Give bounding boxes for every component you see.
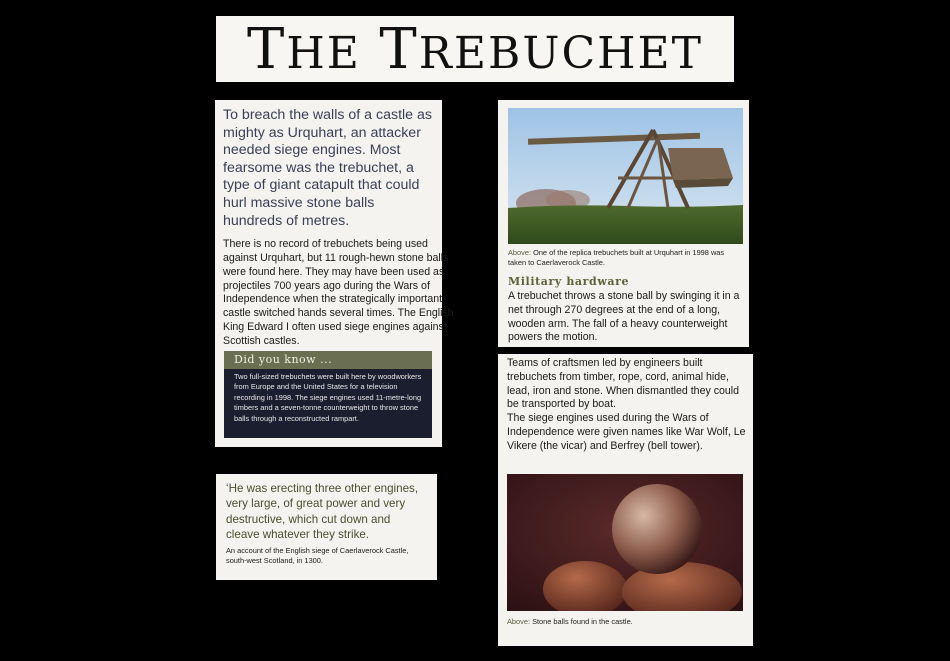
quote-panel: [216, 474, 437, 580]
title-rest-trebuchet: REBUCHET: [418, 28, 703, 79]
trebuchet-panel: [498, 100, 749, 347]
stone-balls-photo: [507, 474, 743, 611]
caption-label: Above:: [507, 617, 531, 626]
title-initial-the: T: [247, 17, 287, 82]
caption-text: One of the replica trebuchets built at Urquhart in 1998 was taken to Caerlaverock Castle.: [508, 248, 725, 267]
stone-balls-caption: [507, 617, 743, 627]
caption-text: Stone balls found in the castle.: [530, 617, 633, 626]
intro-body-text: There is no record of trebuchets being used against Urquhart, but 11 rough-hewn stone balls were found here. They may have been used as projectiles 700 years ago during the Wars of Independence when the strategically important castle switched hands several times. The English King Edward I often used siege engines against Scottish castles.: [223, 238, 454, 347]
title-panel: [216, 16, 734, 82]
craftsmen-text: Teams of craftsmen led by engineers built trebuchets from timber, rope, cord, animal hide, lead, iron and stone. When dismantled they could be transported by boat.: [507, 357, 740, 411]
intro-panel: [215, 100, 454, 447]
trebuchet-photo-caption: [508, 248, 743, 268]
title-initial-trebuchet: T: [379, 17, 419, 82]
page-title: [216, 17, 734, 82]
did-you-know-text: Two full-sized trebuchets were built here by woodworkers from Europe and the United States for a television recording in 1998. The siege engines used 11-metre-long timbers and a seven-tonne counterweight to throw stone balls through a reconstructed rampart.: [234, 372, 422, 423]
title-rest-the: HE: [286, 28, 361, 79]
quote-text: ‘He was erecting three other engines, very large, of great power and very destructive, which cut down and cleave whatever they strike.: [226, 482, 419, 542]
did-you-know-box: [224, 351, 432, 438]
intro-lead-text: To breach the walls of a castle as mighty as Urquhart, an attacker needed siege engines. Most fearsome was the trebuchet, a type of giant catapult that could hurl massive stone balls hundreds of metres.: [223, 107, 432, 229]
quote-source: An account of the English siege of Caerlaverock Castle, south-west Scotland, in 1300.: [226, 545, 409, 565]
military-hardware-heading: Military hardware: [508, 275, 630, 288]
craftsmen-panel: [498, 354, 753, 646]
siege-engine-names-text: The siege engines used during the Wars of Independence were given names like War Wolf, Le Vikere (the vicar) and Berfrey (bell tower).: [507, 412, 746, 452]
did-you-know-heading: Did you know ...: [224, 351, 432, 369]
military-hardware-text: A trebuchet throws a stone ball by swinging it in a net through 270 degrees at the end of a long, wooden arm. The fall of a heavy counterweight powers the motion.: [508, 290, 740, 344]
caption-label: Above:: [508, 248, 532, 257]
trebuchet-photo: [508, 108, 743, 244]
